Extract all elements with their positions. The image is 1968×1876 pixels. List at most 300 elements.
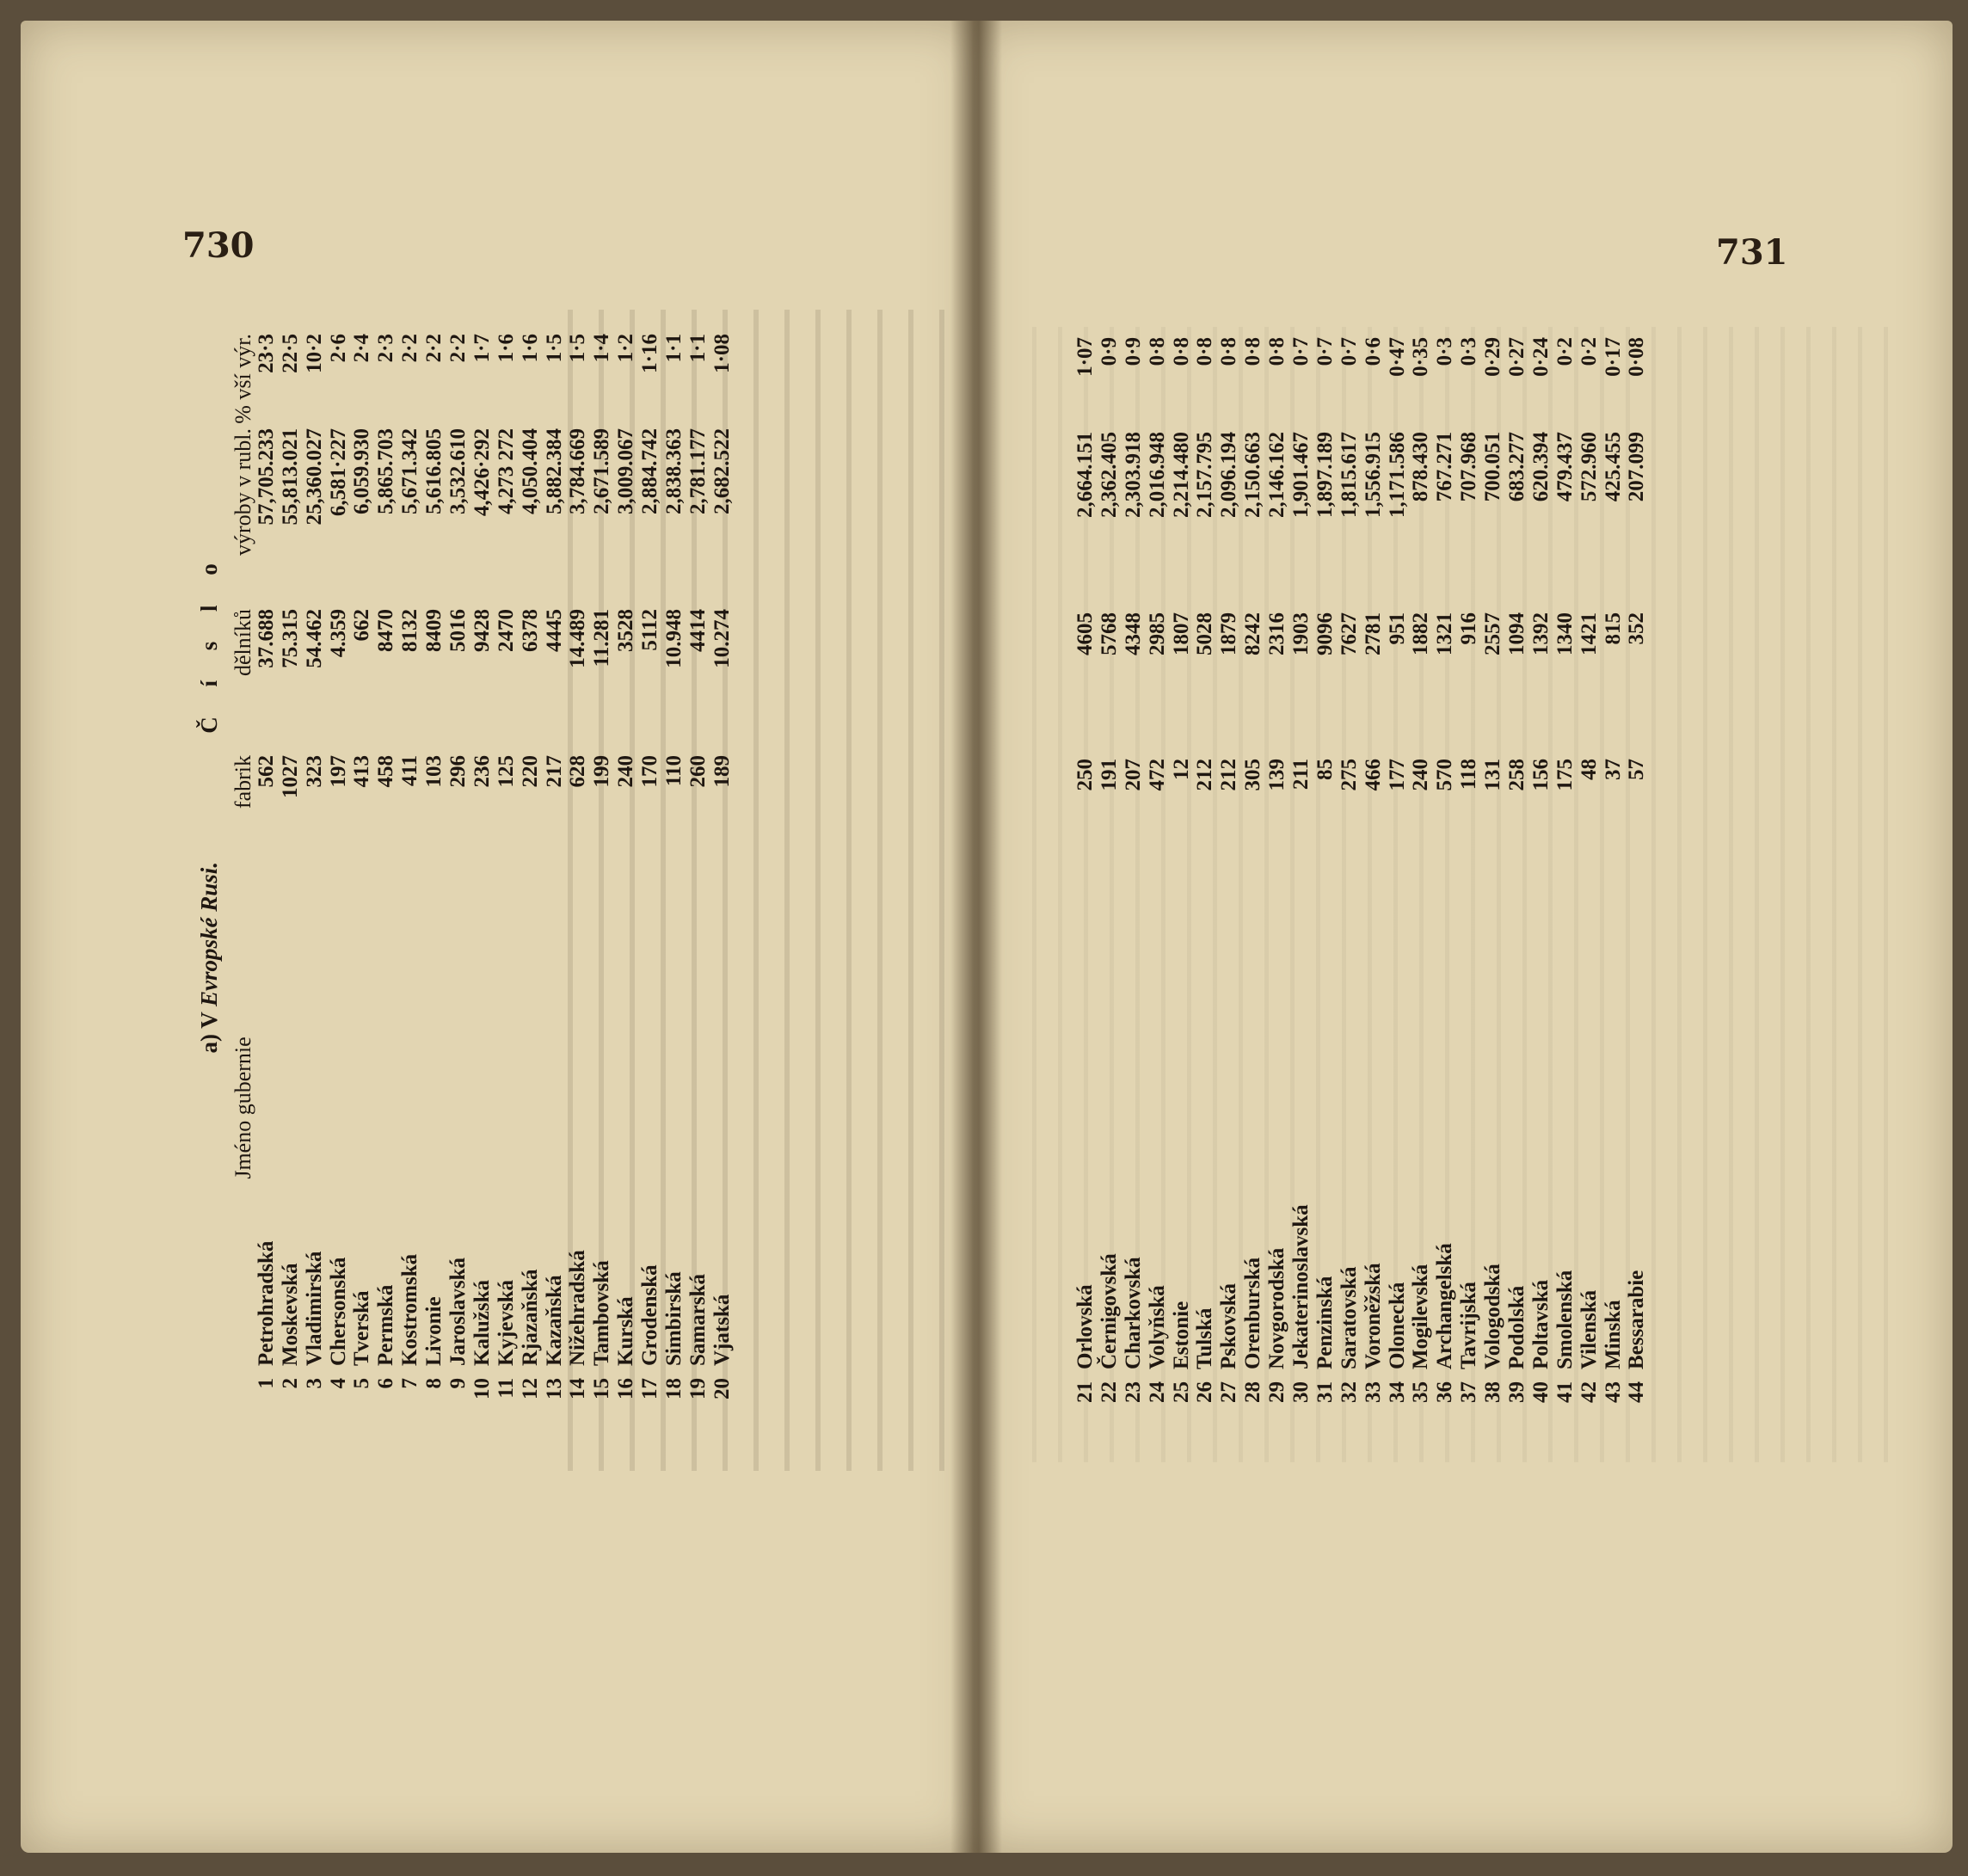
production-value: 2,838.363	[662, 428, 686, 514]
row-number: 37	[1457, 1381, 1481, 1403]
table-row	[1433, 337, 1457, 1442]
row-number: 13	[542, 1378, 566, 1399]
production-percent: 0·8	[1193, 337, 1217, 366]
production-value: 3,532.610	[446, 428, 470, 514]
production-value: 1,901.467	[1289, 432, 1313, 518]
worker-count: 2985	[1145, 612, 1169, 655]
table-row	[1505, 337, 1529, 1442]
gubernie-name: Kalužská	[470, 1279, 494, 1366]
fabrik-count: 260	[686, 755, 710, 788]
fabrik-count: 628	[566, 755, 590, 788]
fabrik-count: 131	[1481, 759, 1505, 791]
gubernie-name: Kostromská	[398, 1253, 422, 1366]
fabrik-count: 103	[422, 755, 446, 788]
gubernie-name: Moskevská	[278, 1263, 302, 1366]
table-header	[231, 334, 255, 1438]
gubernie-name: Vjatská	[710, 1294, 734, 1366]
table-row	[1217, 337, 1241, 1442]
table-row	[1457, 337, 1481, 1442]
row-number: 9	[446, 1378, 470, 1389]
table-row	[1386, 337, 1410, 1442]
production-percent: 2·3	[374, 334, 398, 363]
fabrik-count: 57	[1625, 759, 1649, 780]
gubernie-name: Rjazaňská	[518, 1269, 542, 1366]
production-value: 2,150.663	[1241, 432, 1265, 518]
fabrik-count: 189	[710, 755, 734, 788]
header-fabrik: fabrik	[231, 755, 255, 809]
fabrik-count: 199	[590, 755, 614, 788]
worker-count: 10.948	[662, 609, 686, 668]
worker-count: 8470	[374, 609, 398, 652]
worker-count: 1903	[1289, 612, 1313, 655]
table-row	[327, 334, 351, 1438]
gubernie-name: Estonie	[1169, 1301, 1193, 1369]
production-value: 2,671.589	[590, 428, 614, 514]
worker-count: 2470	[494, 609, 518, 652]
row-number: 20	[710, 1378, 734, 1399]
production-value: 700.051	[1481, 432, 1505, 502]
section-title	[196, 334, 231, 1438]
worker-count: 1392	[1528, 612, 1553, 655]
worker-count: 10.274	[710, 609, 734, 668]
row-number: 36	[1433, 1381, 1457, 1403]
worker-count: 8132	[398, 609, 422, 652]
production-value: 3,009.067	[614, 428, 638, 514]
production-percent: 2·4	[350, 334, 374, 363]
gubernie-name: Simbirská	[662, 1271, 686, 1366]
worker-count: 7627	[1337, 612, 1361, 655]
row-number: 33	[1361, 1381, 1385, 1403]
production-percent: 0·8	[1169, 337, 1193, 366]
table-row	[1146, 337, 1170, 1442]
production-percent: 1·7	[470, 334, 494, 363]
production-percent: 0·24	[1528, 337, 1553, 377]
row-number: 19	[686, 1378, 710, 1399]
table-row	[1553, 337, 1577, 1442]
production-percent: 1·1	[662, 334, 686, 363]
worker-count: 37.688	[254, 609, 278, 668]
production-percent: 10·2	[302, 334, 326, 373]
gubernie-name: Penzinská	[1313, 1276, 1337, 1369]
row-number: 43	[1601, 1381, 1625, 1403]
row-number: 24	[1145, 1381, 1169, 1403]
gubernie-name: Orenburská	[1241, 1257, 1265, 1369]
production-percent: 1·16	[638, 334, 662, 373]
header-vyroby: výroby v rubl.	[231, 428, 255, 557]
gubernie-name: Vladimirská	[302, 1251, 326, 1366]
row-number: 10	[470, 1378, 494, 1399]
row-number: 34	[1385, 1381, 1409, 1403]
worker-count: 4605	[1073, 612, 1097, 655]
gubernie-name: Olonecká	[1385, 1282, 1409, 1369]
table-row	[422, 334, 446, 1438]
production-percent: 2·2	[446, 334, 470, 363]
production-percent: 1·1	[686, 334, 710, 363]
production-percent: 1·07	[1073, 337, 1097, 377]
production-value: 2,214.480	[1169, 432, 1193, 518]
production-value: 707.968	[1457, 432, 1481, 502]
table-row	[710, 334, 735, 1438]
table-row	[1338, 337, 1362, 1442]
gubernie-name: Tverská	[350, 1290, 374, 1366]
worker-count: 6378	[518, 609, 542, 652]
production-percent: 0·27	[1505, 337, 1529, 377]
worker-count: 2316	[1265, 612, 1289, 655]
production-value: 5,616.805	[422, 428, 446, 514]
gubernie-name: Bessarabie	[1625, 1270, 1649, 1369]
production-percent: 0·9	[1121, 337, 1145, 366]
worker-count: 75.315	[278, 609, 302, 668]
table-row	[1481, 337, 1505, 1442]
table-row	[543, 334, 567, 1438]
table-row	[590, 334, 614, 1438]
fabrik-count: 466	[1361, 759, 1385, 791]
gubernie-name: Permská	[374, 1284, 398, 1366]
worker-count: 5112	[638, 609, 662, 651]
table-row	[1170, 337, 1194, 1442]
worker-count: 9428	[470, 609, 494, 652]
production-value: 425.455	[1601, 432, 1625, 502]
production-value: 4,426·292	[470, 428, 494, 517]
table-row	[1193, 337, 1217, 1442]
production-percent: 22·5	[278, 334, 302, 373]
production-percent: 0·3	[1433, 337, 1457, 366]
gubernie-name: Samarská	[686, 1274, 710, 1366]
production-value: 6,581·227	[326, 428, 350, 517]
production-value: 2,781.177	[686, 428, 710, 514]
production-value: 57,705.233	[254, 428, 278, 526]
gubernie-name: Grodenská	[638, 1264, 662, 1366]
fabrik-count: 411	[398, 755, 422, 787]
table-row	[1289, 337, 1313, 1442]
table-row	[398, 334, 422, 1438]
production-percent: 0·8	[1265, 337, 1289, 366]
fabrik-count: 220	[518, 755, 542, 788]
worker-count: 2557	[1481, 612, 1505, 655]
production-value: 2,884.742	[638, 428, 662, 514]
header-pct: % vší výr.	[231, 334, 255, 424]
row-number: 4	[326, 1378, 350, 1389]
table-row	[279, 334, 303, 1438]
production-value: 2,362.405	[1097, 432, 1121, 518]
row-number: 40	[1528, 1381, 1553, 1403]
gubernie-name: Pskovská	[1217, 1282, 1241, 1369]
production-value: 2,096.194	[1217, 432, 1241, 518]
row-number: 17	[638, 1378, 662, 1399]
fabrik-count: 12	[1169, 759, 1193, 780]
worker-count: 3528	[614, 609, 638, 652]
production-value: 1,815.617	[1337, 432, 1361, 518]
row-number: 26	[1193, 1381, 1217, 1403]
fabrik-count: 85	[1313, 759, 1337, 780]
production-percent: 0·3	[1457, 337, 1481, 366]
row-number: 7	[398, 1378, 422, 1389]
gubernie-name: Saratovská	[1337, 1266, 1361, 1369]
gubernie-name: Novgorodská	[1265, 1247, 1289, 1369]
row-number: 18	[662, 1378, 686, 1399]
production-percent: 0·8	[1241, 337, 1265, 366]
fabrik-count: 211	[1289, 759, 1313, 790]
gubernie-name: Smolenská	[1553, 1270, 1577, 1369]
row-number: 2	[278, 1378, 302, 1389]
gubernie-name: Tambovská	[590, 1260, 614, 1366]
row-number: 28	[1241, 1381, 1265, 1403]
worker-count: 4414	[686, 609, 710, 652]
production-value: 55,813.021	[278, 428, 302, 526]
production-value: 5,882.384	[542, 428, 566, 514]
gubernie-name: Orlovská	[1073, 1284, 1097, 1369]
fabrik-count: 250	[1073, 759, 1097, 791]
worker-count: 1421	[1577, 612, 1601, 655]
row-number: 23	[1121, 1381, 1145, 1403]
worker-count: 8409	[422, 609, 446, 652]
gubernie-name: Vologodská	[1481, 1264, 1505, 1369]
production-percent: 2·2	[422, 334, 446, 363]
row-number: 41	[1553, 1381, 1577, 1403]
production-percent: 2·2	[398, 334, 422, 363]
fabrik-count: 275	[1337, 759, 1361, 791]
worker-count: 4.359	[326, 609, 350, 658]
production-percent: 23·3	[254, 334, 278, 373]
production-value: 2,664.151	[1073, 432, 1097, 518]
fabrik-count: 191	[1097, 759, 1121, 791]
production-value: 620.394	[1528, 432, 1553, 502]
worker-count: 5768	[1097, 612, 1121, 655]
production-value: 767.271	[1433, 432, 1457, 502]
production-percent: 0·17	[1601, 337, 1625, 377]
row-number: 12	[518, 1378, 542, 1399]
table-row	[446, 334, 470, 1438]
production-percent: 1·6	[494, 334, 518, 363]
fabrik-count: 570	[1433, 759, 1457, 791]
production-percent: 1·08	[710, 334, 734, 373]
fabrik-count: 323	[302, 755, 326, 788]
row-number: 32	[1337, 1381, 1361, 1403]
production-percent: 0·8	[1217, 337, 1241, 366]
row-number: 22	[1097, 1381, 1121, 1403]
gubernie-name: Tavrijská	[1457, 1282, 1481, 1369]
production-value: 683.277	[1505, 432, 1529, 502]
worker-count: 5028	[1193, 612, 1217, 655]
production-percent: 0·9	[1097, 337, 1121, 366]
table-row	[519, 334, 543, 1438]
row-number: 38	[1481, 1381, 1505, 1403]
fabrik-count: 217	[542, 755, 566, 788]
fabrik-count: 413	[350, 755, 374, 788]
row-number: 16	[614, 1378, 638, 1399]
row-number: 25	[1169, 1381, 1193, 1403]
table-row	[638, 334, 662, 1438]
production-percent: 0·7	[1289, 337, 1313, 366]
production-value: 1,171.586	[1385, 432, 1409, 518]
production-percent: 0·7	[1313, 337, 1337, 366]
table-row	[1529, 337, 1553, 1442]
row-number: 31	[1313, 1381, 1337, 1403]
worker-count: 352	[1625, 612, 1649, 645]
left-table-body	[255, 334, 735, 1438]
table-row	[1241, 337, 1265, 1442]
production-value: 5,671.342	[398, 428, 422, 514]
worker-count: 1340	[1553, 612, 1577, 655]
gubernie-name: Archangelská	[1433, 1243, 1457, 1369]
gubernie-name: Tulská	[1193, 1307, 1217, 1369]
gubernie-name: Mogilevská	[1409, 1264, 1433, 1369]
row-number: 29	[1265, 1381, 1289, 1403]
table-row	[662, 334, 686, 1438]
table-row	[255, 334, 279, 1438]
production-value: 1,556.915	[1361, 432, 1385, 518]
header-delniku: dělníků	[231, 609, 255, 676]
production-percent: 2·6	[326, 334, 350, 363]
worker-count: 5016	[446, 609, 470, 652]
table-row	[566, 334, 590, 1438]
production-percent: 1·6	[518, 334, 542, 363]
table-row	[1625, 337, 1649, 1442]
production-percent: 0·6	[1361, 337, 1385, 366]
worker-count: 1321	[1433, 612, 1457, 655]
fabrik-count: 156	[1528, 759, 1553, 791]
header-group: Č í s l o	[196, 551, 222, 734]
fabrik-count: 305	[1241, 759, 1265, 791]
gubernie-name: Jaroslavská	[446, 1258, 470, 1366]
table-row	[374, 334, 398, 1438]
worker-count: 916	[1457, 612, 1481, 645]
fabrik-count: 125	[494, 755, 518, 788]
gubernie-name: Voroněžská	[1361, 1263, 1385, 1369]
production-value: 25,360.027	[302, 428, 326, 526]
fabrik-count: 177	[1385, 759, 1409, 791]
worker-count: 11.281	[590, 609, 614, 667]
table-row	[1122, 337, 1146, 1442]
fabrik-count: 110	[662, 755, 686, 787]
production-percent: 0·7	[1337, 337, 1361, 366]
page-number-left: 730	[182, 225, 255, 266]
worker-count: 1094	[1505, 612, 1529, 655]
worker-count: 9096	[1313, 612, 1337, 655]
worker-count: 4348	[1121, 612, 1145, 655]
row-number: 3	[302, 1378, 326, 1389]
fabrik-count: 240	[614, 755, 638, 788]
fabrik-count: 472	[1145, 759, 1169, 791]
production-value: 3,784.669	[566, 428, 590, 514]
production-value: 6,059.930	[350, 428, 374, 514]
gubernie-name: Černigovská	[1097, 1253, 1121, 1369]
gubernie-name: Kazaňská	[542, 1275, 566, 1366]
table-row	[1265, 337, 1289, 1442]
page-number-right: 731	[1716, 232, 1788, 273]
table-row	[350, 334, 374, 1438]
table-row	[1577, 337, 1602, 1442]
row-number: 21	[1073, 1381, 1097, 1403]
gubernie-name: Petrohradská	[254, 1240, 278, 1366]
fabrik-count: 1027	[278, 755, 302, 798]
fabrik-count: 562	[254, 755, 278, 788]
production-value: 207.099	[1625, 432, 1649, 502]
table-row	[470, 334, 495, 1438]
right-table	[1073, 337, 1649, 1442]
production-value: 2,016.948	[1145, 432, 1169, 518]
fabrik-count: 175	[1553, 759, 1577, 791]
fabrik-count: 197	[326, 755, 350, 788]
production-value: 4,050.404	[518, 428, 542, 514]
production-value: 2,146.162	[1265, 432, 1289, 518]
table-row	[1073, 337, 1098, 1442]
production-value: 2,157.795	[1193, 432, 1217, 518]
worker-count: 54.462	[302, 609, 326, 668]
production-percent: 1·2	[614, 334, 638, 363]
right-table-body	[1073, 337, 1649, 1442]
gubernie-name: Charkovská	[1121, 1257, 1145, 1369]
production-percent: 0·47	[1385, 337, 1409, 377]
fabrik-count: 37	[1601, 759, 1625, 780]
worker-count: 1807	[1169, 612, 1193, 655]
production-value: 572.960	[1577, 432, 1601, 502]
production-value: 2,303.918	[1121, 432, 1145, 518]
production-percent: 1·4	[590, 334, 614, 363]
header-name: Jméno gubernie	[231, 1036, 255, 1179]
row-number: 30	[1289, 1381, 1313, 1403]
row-number: 35	[1409, 1381, 1433, 1403]
worker-count: 2781	[1361, 612, 1385, 655]
table-row	[1602, 337, 1626, 1442]
gubernie-name: Chersonská	[326, 1257, 350, 1366]
production-percent: 0·8	[1145, 337, 1169, 366]
production-value: 1,897.189	[1313, 432, 1337, 518]
row-number: 8	[422, 1378, 446, 1389]
fabrik-count: 236	[470, 755, 494, 788]
fabrik-count: 296	[446, 755, 470, 788]
gubernie-name: Livonie	[422, 1296, 446, 1366]
gubernie-name: Kyjevská	[494, 1280, 518, 1366]
row-number: 44	[1625, 1381, 1649, 1403]
row-number: 11	[494, 1378, 518, 1399]
gubernie-name: Minská	[1601, 1300, 1625, 1369]
gubernie-name: Nižehradská	[566, 1250, 590, 1366]
production-value: 878.430	[1409, 432, 1433, 502]
section-title-italic: Evropské Rusi.	[196, 862, 222, 1007]
row-number: 27	[1217, 1381, 1241, 1403]
row-number: 15	[590, 1378, 614, 1399]
production-percent: 0·2	[1553, 337, 1577, 366]
gubernie-name: Kurská	[614, 1296, 638, 1366]
fabrik-count: 207	[1121, 759, 1145, 791]
worker-count: 4445	[542, 609, 566, 652]
row-number: 6	[374, 1378, 398, 1389]
left-table	[196, 334, 735, 1438]
fabrik-count: 139	[1265, 759, 1289, 791]
gubernie-name: Vilenská	[1577, 1289, 1601, 1369]
table-row	[1409, 337, 1433, 1442]
row-number: 42	[1577, 1381, 1601, 1403]
fabrik-count: 240	[1409, 759, 1433, 791]
production-percent: 0·35	[1409, 337, 1433, 377]
production-value: 5,865.703	[374, 428, 398, 514]
production-value: 479.437	[1553, 432, 1577, 502]
table-row	[1098, 337, 1122, 1442]
production-percent: 0·29	[1481, 337, 1505, 377]
fabrik-count: 170	[638, 755, 662, 788]
worker-count: 662	[350, 609, 374, 642]
fabrik-count: 212	[1217, 759, 1241, 791]
row-number: 14	[566, 1378, 590, 1399]
worker-count: 1879	[1217, 612, 1241, 655]
worker-count: 815	[1601, 612, 1625, 645]
production-value: 2,682.522	[710, 428, 734, 514]
table-row	[1362, 337, 1386, 1442]
table-row	[495, 334, 519, 1438]
table-row	[686, 334, 710, 1438]
table-row	[614, 334, 638, 1438]
